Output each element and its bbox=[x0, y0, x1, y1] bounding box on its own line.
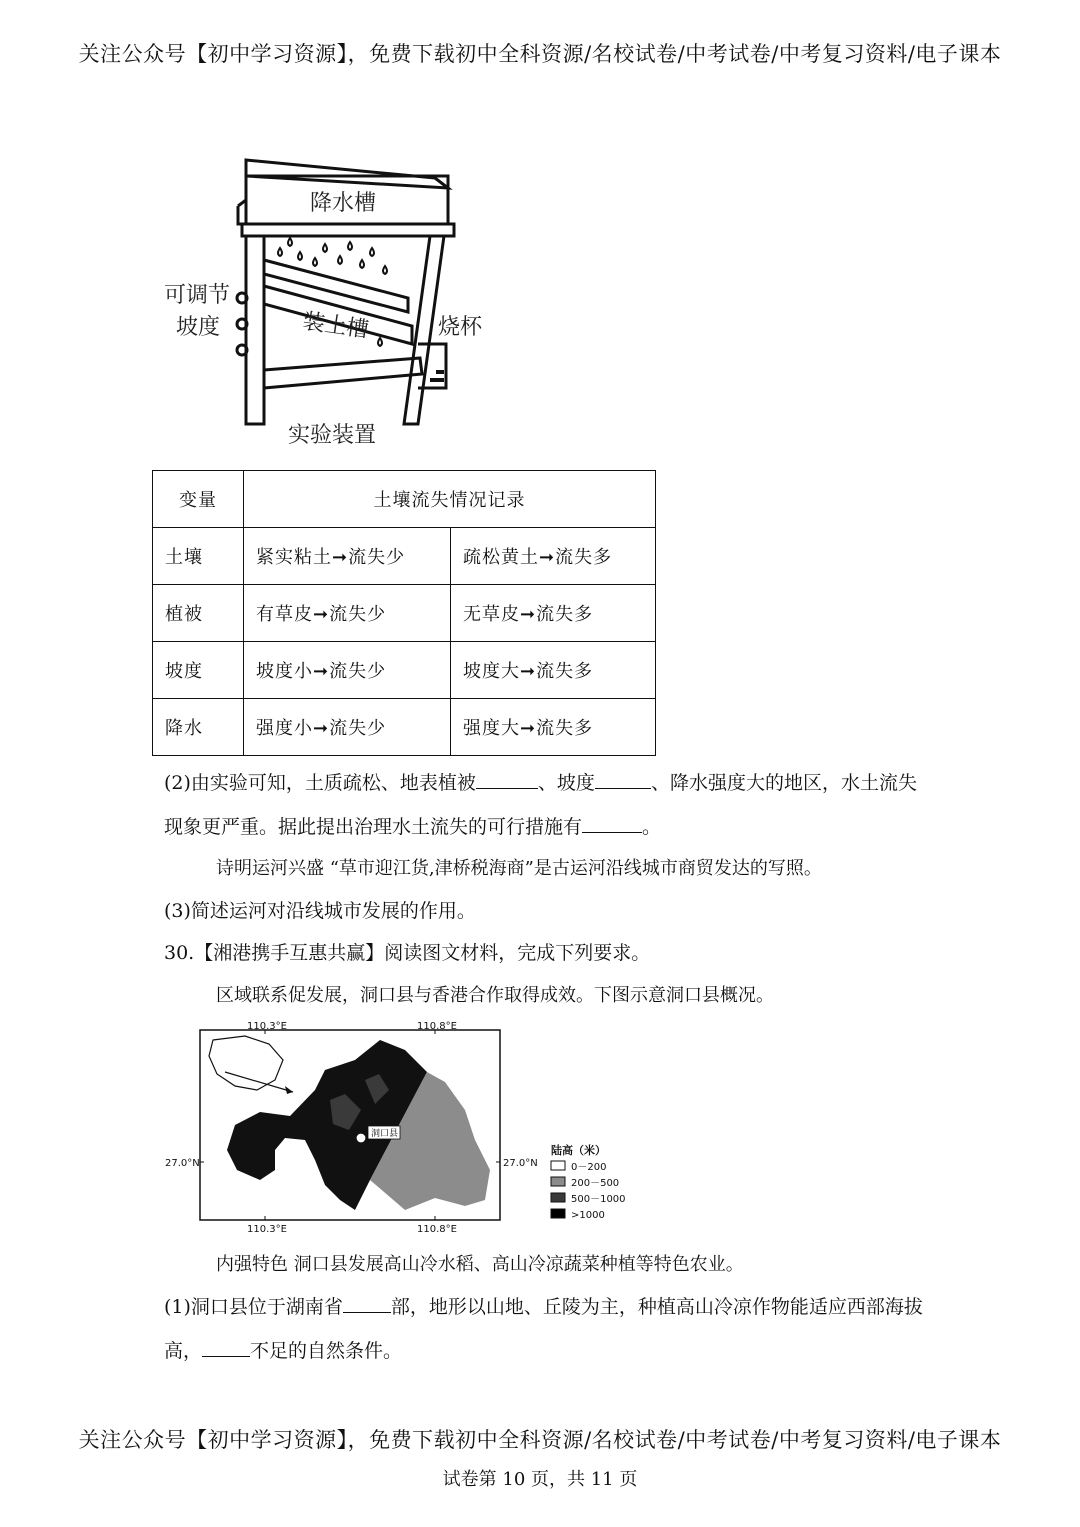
table-cell: 土壤 bbox=[153, 528, 244, 585]
table-cell: 有草皮➞流失少 bbox=[244, 585, 451, 642]
q2-text: 现象更严重。据此提出治理水土流失的可行措施有 bbox=[164, 816, 583, 838]
legend-swatch bbox=[551, 1177, 565, 1186]
table-cell: 降水 bbox=[153, 699, 244, 756]
map-lon-label: 110.8°E bbox=[417, 1224, 457, 1235]
q2-text: 。 bbox=[642, 816, 662, 838]
question-1-line-2 bbox=[164, 1336, 402, 1363]
page-number: 试卷第 10 页，共 11 页 bbox=[442, 1469, 638, 1490]
table-row bbox=[153, 642, 656, 699]
table-cell: 紧实粘土➞流失少 bbox=[244, 528, 451, 585]
legend-item: 500－1000 bbox=[571, 1194, 626, 1205]
q2-text: (2)由实验可知，土质疏松、地表植被 bbox=[164, 772, 476, 794]
q1-text: 不足的自然条件。 bbox=[250, 1340, 403, 1362]
table-header-row bbox=[153, 471, 656, 528]
table-cell: 强度大➞流失多 bbox=[451, 699, 656, 756]
q1-text: (1)洞口县位于湖南省 bbox=[164, 1296, 343, 1318]
legend-item: 0－200 bbox=[571, 1162, 607, 1173]
legend-swatch bbox=[551, 1209, 565, 1218]
table-row bbox=[153, 585, 656, 642]
table-cell: 强度小➞流失少 bbox=[244, 699, 451, 756]
answer-blank[interactable] bbox=[343, 1294, 391, 1313]
answer-blank[interactable] bbox=[476, 770, 538, 789]
map-lon-label: 110.3°E bbox=[247, 1021, 287, 1032]
answer-blank[interactable] bbox=[582, 814, 642, 833]
dongkou-county-map bbox=[165, 1020, 635, 1235]
label-apparatus: 实验装置 bbox=[288, 423, 377, 448]
answer-blank[interactable] bbox=[202, 1338, 250, 1357]
question-30-intro: 区域联系促发展，洞口县与香港合作取得成效。下图示意洞口县概况。 bbox=[216, 985, 774, 1006]
table-cell: 无草皮➞流失多 bbox=[451, 585, 656, 642]
table-cell: 植被 bbox=[153, 585, 244, 642]
question-2-line-2 bbox=[164, 812, 661, 839]
question-1-line-1 bbox=[164, 1292, 923, 1319]
footer-banner: 关注公众号【初中学习资源】，免费下载初中全科资源/名校试卷/中考试卷/中考复习资料/电子课本 bbox=[78, 1428, 1002, 1452]
q2-text: 、坡度 bbox=[537, 772, 595, 794]
table-cell: 坡度大➞流失多 bbox=[451, 642, 656, 699]
question-3: (3)简述运河对沿线城市发展的作用。 bbox=[164, 900, 476, 922]
table-header-cell: 土壤流失情况记录 bbox=[244, 471, 656, 528]
table-cell: 疏松黄土➞流失多 bbox=[451, 528, 656, 585]
table-cell: 坡度小➞流失少 bbox=[244, 642, 451, 699]
table-row bbox=[153, 699, 656, 756]
label-beaker: 烧杯 bbox=[438, 315, 483, 340]
feature-text: 内强特色 洞口县发展高山冷水稻、高山冷凉蔬菜种植等特色农业。 bbox=[216, 1254, 744, 1275]
legend-title: 陆高（米） bbox=[551, 1144, 606, 1157]
q1-text: 部，地形以山地、丘陵为主，种植高山冷凉作物能适应西部海拔 bbox=[390, 1296, 923, 1318]
map-lon-label: 110.3°E bbox=[247, 1224, 287, 1235]
map-lon-label: 110.8°E bbox=[417, 1021, 457, 1032]
header-banner: 关注公众号【初中学习资源】，免费下载初中全科资源/名校试卷/中考试卷/中考复习资料/电子课本 bbox=[78, 42, 1002, 66]
legend-swatch bbox=[551, 1193, 565, 1202]
answer-blank[interactable] bbox=[595, 770, 651, 789]
table-header-cell: 变量 bbox=[153, 471, 244, 528]
label-adjustable: 可调节 bbox=[164, 283, 231, 308]
q2-text: 、降水强度大的地区，水土流失 bbox=[650, 772, 917, 794]
label-rain-tank: 降水槽 bbox=[310, 191, 377, 216]
poem-text: 诗明运河兴盛 “草市迎江货,津桥税海商”是古运河沿线城市商贸发达的写照。 bbox=[216, 858, 822, 879]
map-lat-label: 27.0°N bbox=[165, 1158, 200, 1169]
table-row bbox=[153, 528, 656, 585]
label-slope: 坡度 bbox=[176, 315, 221, 340]
map-county-label: 洞口县 bbox=[371, 1129, 399, 1139]
q1-text: 高， bbox=[164, 1340, 203, 1362]
question-30-title: 30.【湘港携手互惠共赢】阅读图文材料，完成下列要求。 bbox=[164, 942, 651, 964]
legend-item: 200－500 bbox=[571, 1178, 620, 1189]
experiment-apparatus-figure bbox=[150, 148, 510, 458]
legend-item: >1000 bbox=[571, 1210, 605, 1221]
soil-loss-table bbox=[152, 470, 656, 756]
table-cell: 坡度 bbox=[153, 642, 244, 699]
map-lat-label: 27.0°N bbox=[503, 1158, 538, 1169]
legend-swatch bbox=[551, 1161, 565, 1170]
question-2-line-1 bbox=[164, 768, 917, 795]
label-soil-trough: 装土槽 bbox=[301, 309, 371, 344]
